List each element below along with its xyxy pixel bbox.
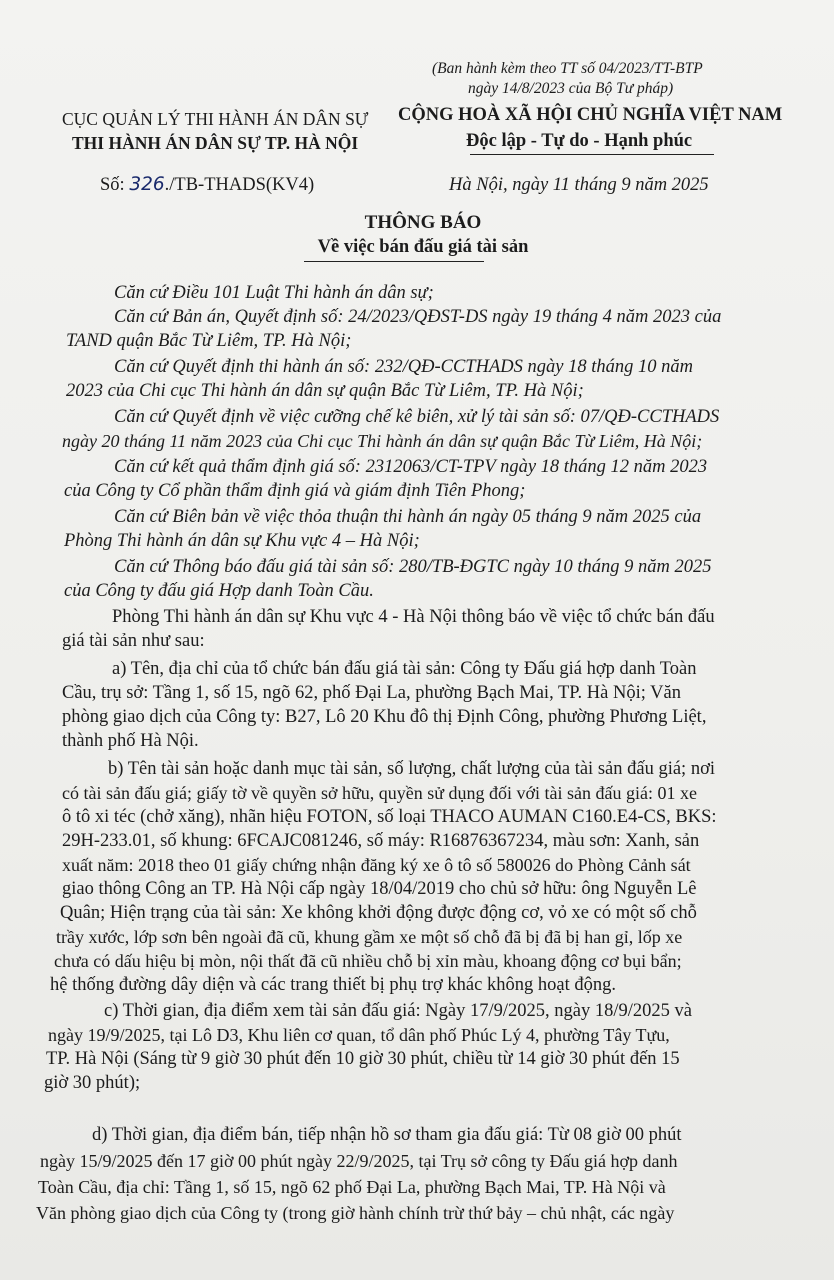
- legal-basis-5: Căn cứ kết quả thẩm định giá số: 2312063/CT-TPV ngày 18 tháng 12 năm 2023: [114, 457, 708, 477]
- item-d: d) Thời gian, địa điểm bán, tiếp nhận hồ sơ tham gia đấu giá: Từ 08 giờ 00 phút: [92, 1125, 682, 1145]
- legal-basis-1: Căn cứ Điều 101 Luật Thi hành án dân sự;: [114, 283, 434, 303]
- item-b-line8: trầy xước, lớp sơn bên ngoài đã cũ, khung gầm xe một số chỗ đã bị đã bị han gỉ, lốp xe: [56, 927, 683, 947]
- item-a-line3: phòng giao dịch của Công ty: B27, Lô 20 Khu đô thị Định Công, phường Phương Liệt,: [62, 707, 707, 727]
- motto-underline: [470, 154, 714, 155]
- intro-paragraph-cont: giá tài sản như sau:: [62, 631, 205, 651]
- legal-basis-3: Căn cứ Quyết định thi hành án số: 232/QĐ-CCTHADS ngày 18 tháng 10 năm: [114, 357, 693, 377]
- document-title: THÔNG BÁO: [364, 212, 482, 233]
- legal-basis-note-date: ngày 14/8/2023 của Bộ Tư pháp): [468, 80, 674, 97]
- item-b-line7: Quân; Hiện trạng của tài sản: Xe không khởi động được động cơ, vỏ xe có một số chỗ: [60, 903, 697, 923]
- intro-paragraph: Phòng Thi hành án dân sự Khu vực 4 - Hà Nội thông báo về việc tổ chức bán đấu: [112, 607, 715, 627]
- item-c-line4: giờ 30 phút);: [44, 1073, 141, 1093]
- handwritten-number: 326: [129, 174, 165, 195]
- legal-basis-7: Căn cứ Thông báo đấu giá tài sản số: 280/TB-ĐGTC ngày 10 tháng 9 năm 2025: [114, 557, 712, 577]
- nation-title: CỘNG HOÀ XÃ HỘI CHỦ NGHĨA VIỆT NAM: [398, 105, 783, 125]
- nation-motto: Độc lập - Tự do - Hạnh phúc: [466, 131, 693, 151]
- item-b-line2: có tài sản đấu giá; giấy tờ về quyền sở hữu, quyền sử dụng đối với tài sản đấu giá: 01 xe: [62, 783, 697, 803]
- item-b-line4: 29H-233.01, số khung: 6FCAJC081246, số máy: R16876367234, màu sơn: Xanh, sản: [62, 831, 700, 851]
- item-d-line4: Văn phòng giao dịch của Công ty (trong giờ hành chính trừ thứ bảy – chủ nhật, các ngày: [36, 1203, 675, 1223]
- legal-basis-2-cont: TAND quận Bắc Từ Liêm, TP. Hà Nội;: [66, 331, 352, 351]
- document-number: Số: 326./TB-THADS(KV4): [100, 174, 315, 195]
- item-a-line4: thành phố Hà Nội.: [62, 731, 199, 751]
- item-a-line2: Cầu, trụ sở: Tầng 1, số 15, ngõ 62, phố Đại La, phường Bạch Mai, TP. Hà Nội; Văn: [62, 683, 681, 703]
- legal-basis-6-cont: Phòng Thi hành án dân sự Khu vực 4 – Hà Nội;: [64, 531, 420, 551]
- item-c-line2: ngày 19/9/2025, tại Lô D3, Khu liên cơ quan, tổ dân phố Phúc Lý 4, phường Tây Tựu,: [48, 1025, 670, 1045]
- legal-basis-4-cont: ngày 20 tháng 11 năm 2023 của Chi cục Thi hành án dân sự quận Bắc Từ Liêm, Hà Nội;: [62, 431, 703, 451]
- item-b-line5: xuất năm: 2018 theo 01 giấy chứng nhận đăng ký xe ô tô số 580026 do Phòng Cảnh sát: [62, 855, 691, 875]
- agency-parent: CỤC QUẢN LÝ THI HÀNH ÁN DÂN SỰ: [62, 109, 369, 129]
- item-b-line10: hệ thống đường dây diện và các trang thiết bị phụ trợ khác không hoạt động.: [50, 975, 616, 995]
- item-a: a) Tên, địa chỉ của tổ chức bán đấu giá tài sản: Công ty Đấu giá hợp danh Toàn: [112, 659, 697, 679]
- legal-basis-4: Căn cứ Quyết định về việc cưỡng chế kê biên, xử lý tài sản số: 07/QĐ-CCTHADS: [114, 407, 720, 427]
- legal-basis-7-cont: của Công ty đấu giá Hợp danh Toàn Cầu.: [64, 581, 374, 601]
- item-c: c) Thời gian, địa điểm xem tài sản đấu giá: Ngày 17/9/2025, ngày 18/9/2025 và: [104, 1001, 692, 1021]
- item-d-line2: ngày 15/9/2025 đến 17 giờ 00 phút ngày 22/9/2025, tại Trụ sở công ty Đấu giá hợp danh: [40, 1151, 678, 1171]
- legal-basis-5-cont: của Công ty Cổ phần thẩm định giá và giám định Tiên Phong;: [64, 481, 526, 501]
- item-b-line3: ô tô xi téc (chở xăng), nhãn hiệu FOTON, số loại THACO AUMAN C160.E4-CS, BKS:: [62, 807, 717, 827]
- subject-underline: [304, 261, 484, 262]
- place-date: Hà Nội, ngày 11 tháng 9 năm 2025: [449, 175, 709, 195]
- agency-name: THI HÀNH ÁN DÂN SỰ TP. HÀ NỘI: [72, 133, 359, 153]
- item-b-line9: chưa có dấu hiệu bị mòn, nội thất đã cũ nhiều chỗ bị xỉn màu, khoang động cơ bụi bẩn;: [54, 951, 682, 971]
- legal-basis-3-cont: 2023 của Chi cục Thi hành án dân sự quận Bắc Từ Liêm, TP. Hà Nội;: [66, 381, 584, 401]
- legal-basis-2: Căn cứ Bản án, Quyết định số: 24/2023/QĐST-DS ngày 19 tháng 4 năm 2023 của: [114, 307, 722, 327]
- legal-basis-6: Căn cứ Biên bản về việc thỏa thuận thi hành án ngày 05 tháng 9 năm 2025 của: [114, 507, 702, 527]
- legal-basis-note: (Ban hành kèm theo TT số 04/2023/TT-BTP: [432, 60, 703, 77]
- item-d-line3: Toàn Cầu, địa chỉ: Tầng 1, số 15, ngõ 62 phố Đại La, phường Bạch Mai, TP. Hà Nội và: [38, 1177, 666, 1197]
- document-subject: Về việc bán đấu giá tài sản: [317, 237, 529, 257]
- item-c-line3: TP. Hà Nội (Sáng từ 9 giờ 30 phút đến 10 giờ 30 phút, chiều từ 14 giờ 30 phút đến 15: [46, 1049, 680, 1069]
- item-b-line6: giao thông Công an TP. Hà Nội cấp ngày 18/04/2019 cho chủ sở hữu: ông Nguyễn Lê: [62, 879, 697, 899]
- item-b: b) Tên tài sản hoặc danh mục tài sản, số lượng, chất lượng của tài sản đấu giá; nơi: [108, 759, 715, 779]
